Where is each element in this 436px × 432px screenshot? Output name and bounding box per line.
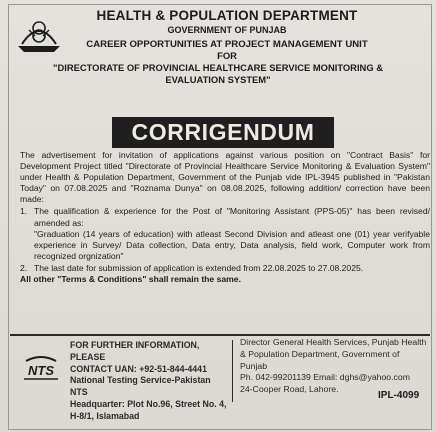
dghs-line-2: & Population Department, Government of Punjab [240, 348, 400, 371]
ipl-reference: IPL-4099 [378, 390, 420, 401]
dghs-line-1: Director General Health Services, Punjab Health [240, 337, 427, 347]
headquarter-line-1: Headquarter: Plot No.96, Street No. 4, [70, 398, 227, 409]
government-title: GOVERNMENT OF PUNJAB [167, 25, 287, 35]
nts-name: National Testing Service-Pakistan NTS [70, 375, 211, 398]
directorate-line-2: EVALUATION SYSTEM" [165, 74, 271, 85]
header [0, 8, 436, 85]
list-item [20, 206, 430, 228]
list-item [20, 263, 430, 274]
dghs-contact-info [240, 337, 428, 396]
item-number: 2. [20, 262, 28, 273]
item-detail: "Graduation (14 years of education) with atleast Second Division and atleast one (01) year verifyable experience in Survey/ Data collection, Data entry, Data analysis, field work, Computer work from recognized orgnization" [34, 228, 430, 261]
item-text: The qualification & experience for the Post of "Monitoring Assistant (PPS-05)" has been revised/ amended as: [34, 206, 430, 228]
contact-uan: CONTACT UAN: +92-51-844-4441 [70, 363, 207, 374]
item-number: 1. [20, 206, 28, 217]
item-text: The last date for submission of application is extended from 22.08.2025 to 27.08.2025. [34, 262, 364, 273]
for-label: FOR [217, 50, 237, 61]
nts-contact-info [70, 340, 228, 423]
dghs-phone-email: Ph. 042-99201139 Email: dghs@yahoo.com [240, 372, 410, 383]
intro-paragraph: The advertisement for invitation of applications against various position on "Contract Basis" for Development Project titled "Directorate of Provincial Healthcare Service Monitoring & Evaluation System" under Health & Population Department, Government of the Punjab vide IPL-3945 published in "Pakistan Today" on 07.08.2025 and "Roznama Dunya" on 08.08.2025, following addition/ correction have been made: [20, 150, 430, 205]
nts-logo-icon [20, 355, 62, 383]
dghs-address: 24-Cooper Road, Lahore. [240, 384, 339, 395]
closing-line: All other "Terms & Conditions" shall remain the same. [20, 274, 241, 285]
department-title: HEALTH & POPULATION DEPARTMENT [96, 8, 358, 23]
careers-title: CAREER OPPORTUNITIES AT PROJECT MANAGEMENT UNIT [86, 39, 368, 50]
further-info-label: FOR FURTHER INFORMATION, PLEASE [70, 340, 200, 362]
footer-column-divider [232, 340, 233, 402]
notice-body [20, 150, 430, 285]
footer-divider [10, 334, 430, 336]
corrigendum-banner: CORRIGENDUM [112, 117, 334, 148]
directorate-line-1: "DIRECTORATE OF PROVINCIAL HEALTHCARE SERVICE MONITORING & [53, 62, 383, 73]
nts-logo-text: NTS [28, 363, 54, 378]
headquarter-line-2: H-8/1, Islamabad [70, 410, 140, 421]
